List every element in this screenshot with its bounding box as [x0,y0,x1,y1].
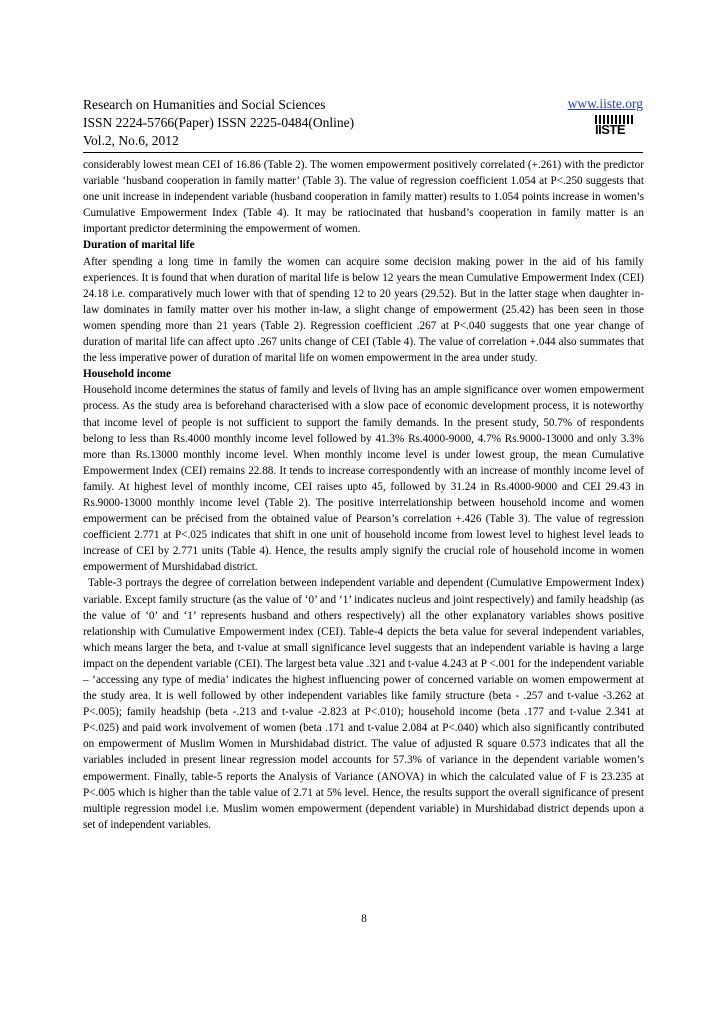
heading-duration-marital-life: Duration of marital life [83,239,195,252]
paragraph-regression-summary: Table-3 portrays the degree of correlation between independent variable and dependent (Cumulative Empowerment Index) variable. Except family structure (as the value of ‘0’ and ‘1’ indicates nucleus and joint respectively) and family headship (as the value of ‘0’ and ‘1’ represents husband and others respectively) all the other explanatory variables shows positive relationship with Cumulative Empowerment index (CEI). Table-4 depicts the beta value for several independent variables, which means larger the beta, and t-value at small significance level suggests that an independent variable is having a large impact on the dependent variable (CEI). The largest beta value .321 and t-value 4.243 at P <.001 for the independent variable – ‘accessing any type of media’ indicates the highest influencing power of concerned variable on women empowerment at the study area. It is well followed by other independent variables like family structure (beta - .257 and t-value -3.262 at P<.005); family headship (beta -.213 and t-value -2.823 at P<.010); household income (beta .177 and t-value 2.341 at P<.025) and paid work involvement of women (beta .171 and t-value 2.084 at P<.040) which also significantly contributed on empowerment of Muslim Women in Murshidabad district. The value of adjusted R square 0.573 indicates that all the variables included in present linear regression model accounts for 57.3% of variance in the dependent variable women’s empowerment. Finally, table-5 reports the Analysis of Variance (ANOVA) in which the calculated value of F is 23.235 at P<.005 which is higher than the table value of 2.71 at 5% level. Hence, the results support the overall significance of present multiple regression model i.e. Muslim women empowerment (dependent variable) in Murshidabad district depends upon a set of independent variables. [83,577,644,831]
paragraph-household-income: Household income determines the status of family and levels of living has an ample significance over women empowerment process. As the study area is beforehand characterised with a slow pace of economic development process, it is noteworthy that income level of people is not sufficient to support the family demands. In the present study, 50.7% of respondents belong to less than Rs.4000 monthly income level followed by 41.3% Rs.4000-9000, 4.7% Rs.9000-13000 and only 3.3% more than Rs.13000 monthly income level. When monthly income level is under lowest group, the mean Cumulative Empowerment Index (CEI) remains 22.88. It tends to increase correspondently with an increase of monthly income level of family. At highest level of monthly income, CEI raises upto 45, followed by 31.24 in Rs.4000-9000 and CEI 29.43 in Rs.9000-13000 monthly income level (Table 2). The positive interrelationship between household income and women empowerment can be précised from the obtained value of Pearson’s correlation +.426 (Table 3). The value of regression coefficient 2.771 at P<.025 indicates that shift in one unit of household income from lowest level to highest level leads to increase of CEI by 2.771 units (Table 4). Hence, the results amply signify the crucial role of household income in women empowerment of Murshidabad district. [83,384,644,574]
journal-name: Research on Humanities and Social Sciences [83,97,326,112]
logo-text: IISTE [595,122,626,137]
volume-line: Vol.2, No.6, 2012 [83,133,179,148]
header-rule [83,152,643,153]
page-header [83,96,643,150]
issn-line: ISSN 2224-5766(Paper) ISSN 2225-0484(Online) [83,115,355,130]
paragraph-duration-marital-life: After spending a long time in family the women can acquire some decision making power in the aid of his family experiences. It is found that when duration of marital life is below 12 years the mean Cumulative Empowerment Index (CEI) 24.18 i.e. comparatively much lower with that of spending 12 to 20 years (29.52). But in the latter stage when daughter in-law dominates in family matter over his mother in-law, a slight change of empowerment (25.42) has been seen in those women spending more than 21 years (Table 2). Regression coefficient .267 at P<.040 suggests that one year change of duration of marital life can affect upto .267 units change of CEI (Table 4). The value of correlation +.044 also summates that the less imperative power of duration of marital life on women empowerment in the area under study. [83,255,644,365]
page-number: 8 [361,913,367,925]
heading-household-income: Household income [83,368,171,381]
paragraph-husband-cooperation: considerably lowest mean CEI of 16.86 (Table 2). The women empowerment positively correlated (+.261) with the predictor variable ‘husband cooperation in family matter’ (Table 3). The value of regression coefficient 1.054 at P<.250 suggests that one unit increase in independent variable (husband cooperation in family matter) results to 1.054 points increase in women’s Cumulative Empowerment Index (Table 4). It may be ratiocinated that husband’s cooperation in family matter is an important predictor determining the empowerment of women. [83,159,644,236]
iiste-logo [595,115,635,137]
article-body [83,157,644,833]
journal-url-link[interactable]: www.iiste.org [567,96,643,111]
